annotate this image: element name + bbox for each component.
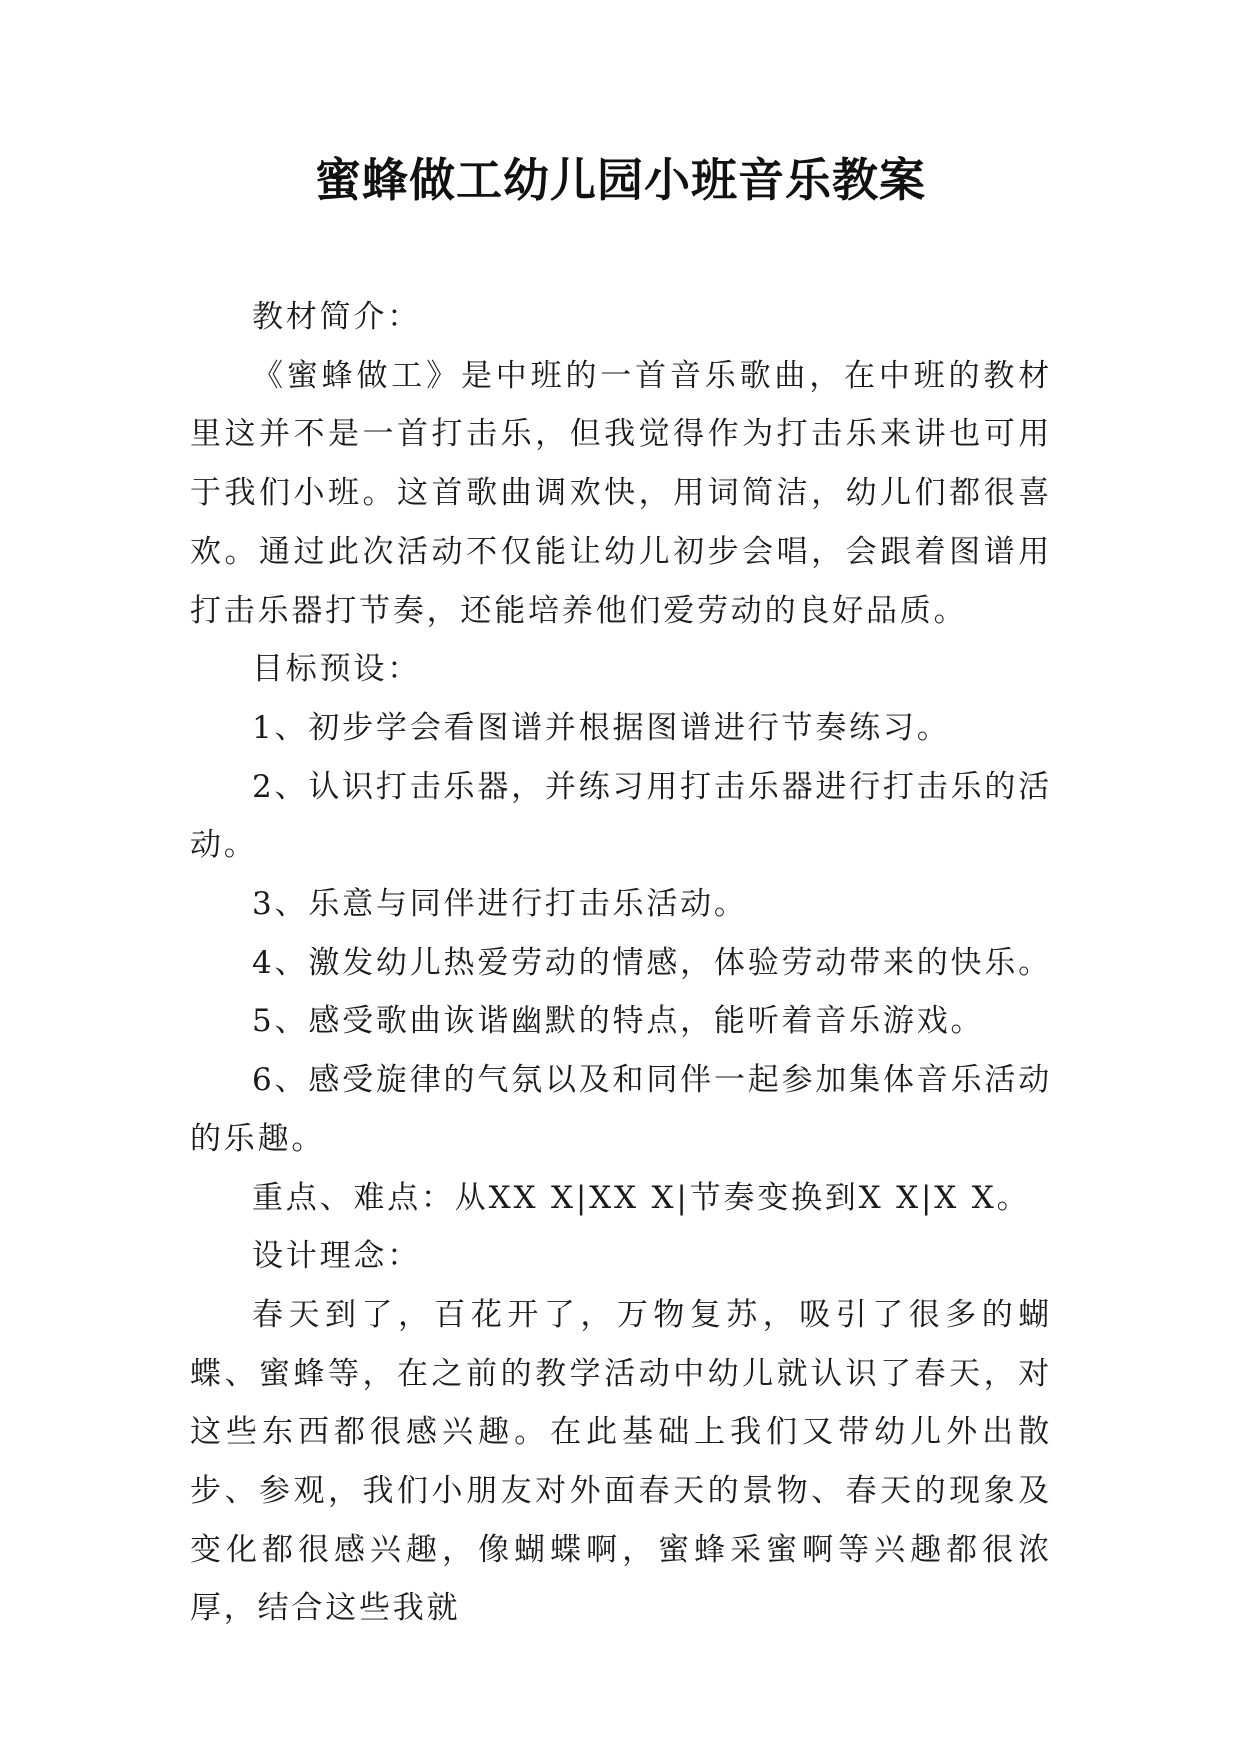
document-title: 蜜蜂做工幼儿园小班音乐教案 bbox=[315, 153, 926, 207]
goal-item-4: 4、激发幼儿热爱劳动的情感，体验劳动带来的快乐。 bbox=[252, 944, 1052, 981]
key-difficulty: 重点、难点：从XX X|XX X|节奏变换到X X|X X。 bbox=[252, 1179, 1031, 1216]
goal-item-1: 1、初步学会看图谱并根据图谱进行节奏练习。 bbox=[252, 709, 951, 746]
paragraph-materials-intro: 《蜜蜂做工》是中班的一首音乐歌曲，在中班的教材里这并不是一首打击乐，但我觉得作为打击乐来讲也可用于我们小班。这首歌曲调欢快，用词简洁，幼儿们都很喜欢。通过此次活动不仅能让幼儿初步会唱，会跟着图谱用打击乐器打节奏，还能培养他们爱劳动的良好品质。 bbox=[190, 357, 1052, 629]
section-heading-goals: 目标预设： bbox=[252, 651, 421, 688]
goal-item-2: 2、认识打击乐器，并练习用打击乐器进行打击乐的活动。 bbox=[190, 768, 1052, 864]
paragraph-design-concept: 春天到了，百花开了，万物复苏，吸引了很多的蝴蝶、蜜蜂等，在之前的教学活动中幼儿就认识了春天，对这些东西都很感兴趣。在此基础上我们又带幼儿外出散步、参观，我们小朋友对外面春天的景物、春天的现象及变化都很感兴趣，像蝴蝶啊，蜜蜂采蜜啊等兴趣都很浓厚，结合这些我就 bbox=[190, 1296, 1052, 1627]
document-body bbox=[190, 288, 1052, 1638]
goal-item-5: 5、感受歌曲诙谐幽默的特点，能听着音乐游戏。 bbox=[252, 1003, 985, 1040]
goal-item-3: 3、乐意与同伴进行打击乐活动。 bbox=[252, 886, 748, 923]
section-heading-materials: 教材简介： bbox=[252, 299, 421, 335]
section-heading-design: 设计理念： bbox=[252, 1238, 421, 1275]
goal-item-6: 6、感受旋律的气氛以及和同伴一起参加集体音乐活动的乐趣。 bbox=[190, 1062, 1052, 1157]
